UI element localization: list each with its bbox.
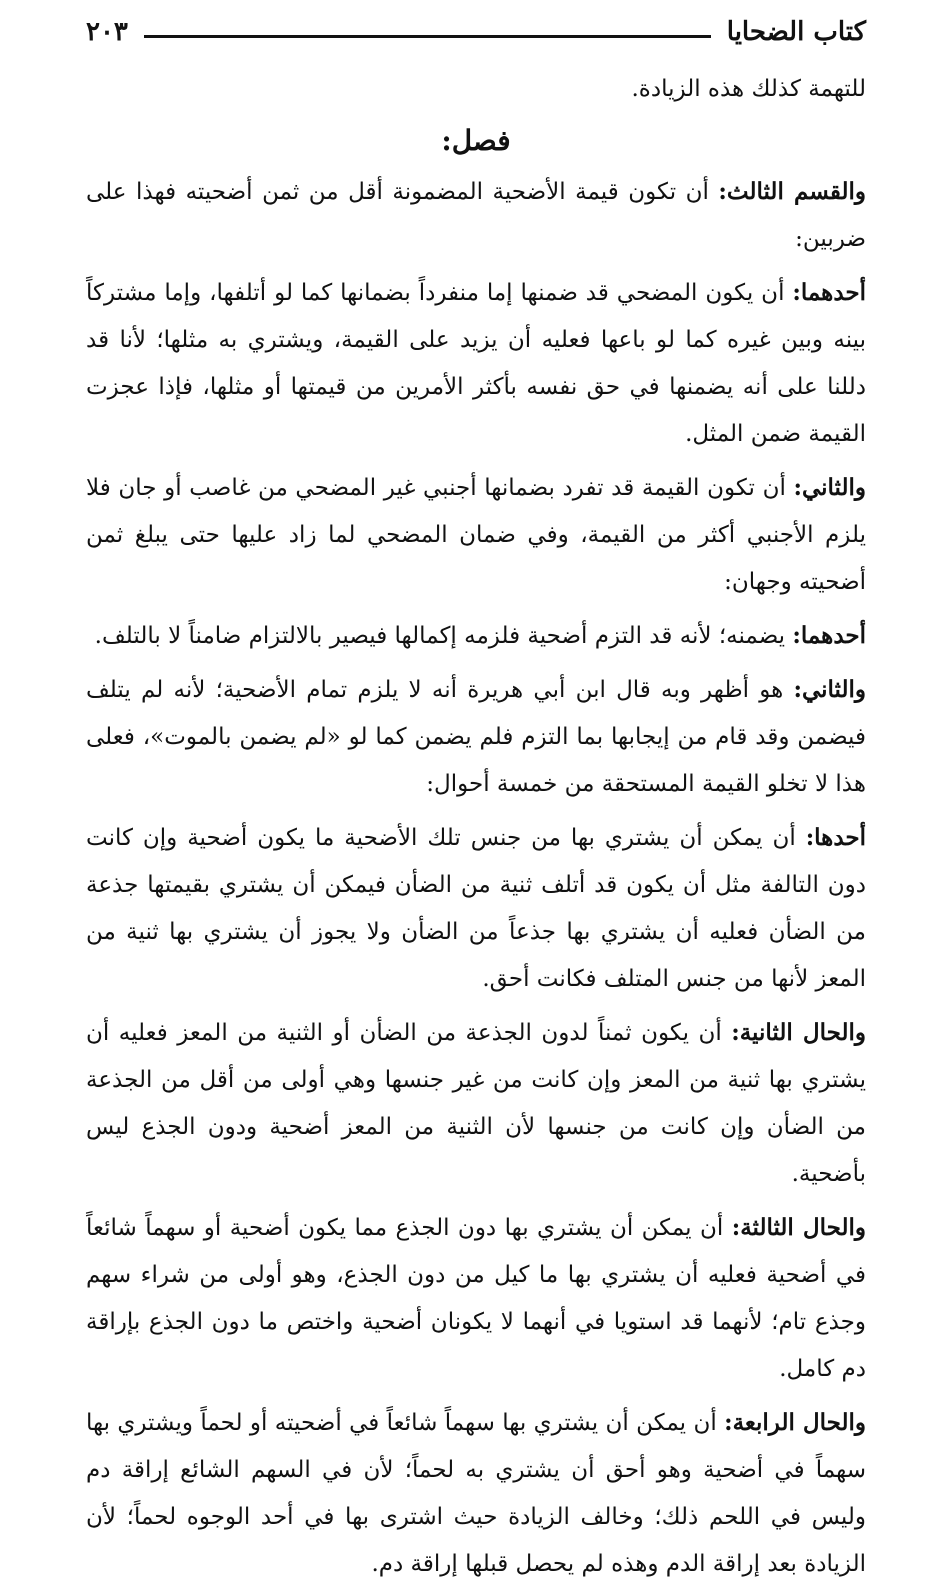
paragraph-lead: أحدها: [805, 824, 866, 851]
page-number: ٢٠٣ [86, 17, 128, 47]
paragraph-text: أن يكون المضحي قد ضمنها إما منفرداً بضمانها كما لو أتلفها، وإما مشتركاً بينه وبين غيره كما لو باعها فعليه أن يزيد على القيمة، ويشتري به مثلها؛ لأنا قد دللنا على أنه يضمنها في حق نفسه بأكثر الأمرين من قيمتها أو مثلها، فإذا عجزت القيمة ضمن المثل. [86, 280, 866, 447]
paragraph-text: أن يمكن أن يشتري بها من جنس تلك الأضحية ما يكون أضحية وإن كانت دون التالفة مثل أن يكون قد أتلف ثنية من الضأن فيمكن أن يشتري بقيمتها جذعة من الضأن فعليه أن يشتري بها جذعاً من الضأن ولا يجوز أن يشتري بها ثنية من المعز لأنها من جنس المتلف فكانت أحق. [86, 825, 866, 992]
paragraph-third-section [86, 168, 866, 263]
paragraph-text: أن يكون ثمناً لدون الجذعة من الضأن أو الثنية من المعز فعليه أن يشتري بها ثنية من المعز وإن كانت من غير جنسها وهي أولى من أقل من الجذعة من الضأن وإن كانت من جنسها لأن الثنية من المعز أضحية ودون الجذع ليس بأضحية. [86, 1020, 866, 1187]
paragraph-lead: والحال الثانية: [731, 1019, 866, 1046]
paragraph-text: أن يمكن أن يشتري بها دون الجذع مما يكون أضحية أو سهماً شائعاً في أضحية فعليه أن يشتري بها ما كيل من دون الجذع، وهو أولى من شراء سهم وجذع تام؛ لأنهما قد استويا في أنهما لا يكونان أضحية واختص ما دون الجذع بإراقة دم كامل. [86, 1215, 866, 1382]
paragraph-second-view [86, 666, 866, 808]
body-text [86, 66, 866, 1588]
running-title: كتاب الضحايا [726, 17, 866, 47]
paragraph-lead: والقسم الثالث: [718, 178, 867, 205]
paragraph-lead: والثاني: [793, 474, 866, 501]
paragraph-state-two [86, 1009, 866, 1198]
paragraph-second-case [86, 464, 866, 606]
paragraph-first-case [86, 269, 866, 458]
paragraph-continuation [86, 66, 866, 113]
paragraph-first-view [86, 612, 866, 660]
running-header [86, 12, 866, 52]
paragraph-lead: أحدهما: [792, 279, 866, 306]
section-heading: فصل: [441, 124, 511, 157]
paragraph-lead: والحال الثالثة: [731, 1214, 866, 1241]
paragraph-lead: أحدهما: [792, 622, 866, 649]
paragraph-text: يضمنه؛ لأنه قد التزم أضحية فلزمه إكمالها فيصير بالالتزام ضامناً لا بالتلف. [94, 623, 793, 649]
paragraph-lead: والثاني: [793, 676, 866, 703]
header-rule [144, 35, 711, 38]
paragraph-state-three [86, 1204, 866, 1393]
paragraph-text: هو أظهر وبه قال ابن أبي هريرة أنه لا يلزم تمام الأضحية؛ لأنه لم يتلف فيضمن وقد قام من إيجابها بما التزم فلم يضمن كما لو «لم يضمن بالموت»، فعلى هذا لا تخلو القيمة المستحقة من خمسة أحوال: [86, 677, 866, 797]
paragraph-state-four [86, 1399, 866, 1588]
paragraph-text: أن تكون القيمة قد تفرد بضمانها أجنبي غير المضحي من غاصب أو جان فلا يلزم الأجنبي أكثر من القيمة، وفي ضمان المضحي لما زاد عليها حتى يبلغ ثمن أضحيته وجهان: [86, 475, 866, 595]
paragraph-text: للتهمة كذلك هذه الزيادة. [631, 76, 866, 102]
paragraph-lead: والحال الرابعة: [724, 1409, 866, 1436]
paragraph-text: أن تكون قيمة الأضحية المضمونة أقل من ثمن أضحيته فهذا على ضربين: [86, 179, 866, 252]
paragraph-text: أن يمكن أن يشتري بها سهماً شائعاً في أضحيته أو لحماً ويشتري بها سهماً في أضحية وهو أحق أن يشتري به لحماً؛ لأن في السهم الشائع إراقة دم وليس في اللحم ذلك؛ وخالف الزيادة حيث اشترى بها في أحد الوجوه لحماً؛ لأن الزيادة بعد إراقة الدم وهذه لم يحصل قبلها إراقة دم. [86, 1410, 866, 1577]
paragraph-state-one [86, 814, 866, 1003]
